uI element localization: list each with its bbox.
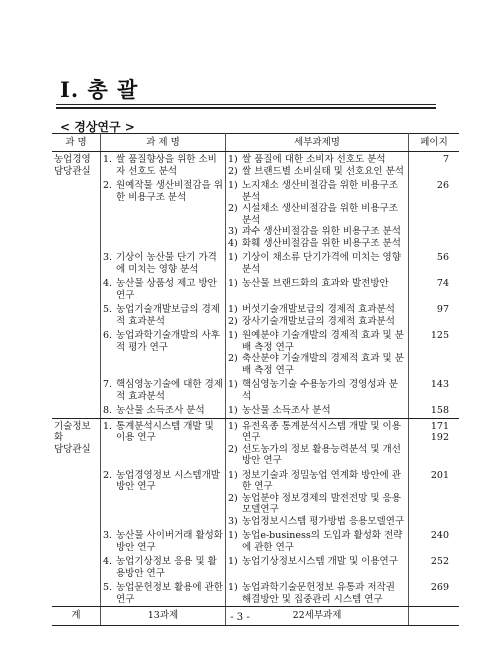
subtask-name: 농산물 브랜드화의 효과와 발전방안: [242, 278, 389, 289]
page-cell: 252: [430, 556, 449, 567]
subtask-name: 노지채소 생산비절감을 위한 비용구조 분석: [242, 180, 398, 203]
total-tasks: 13과제: [101, 607, 226, 626]
task-number: 1.: [103, 154, 113, 165]
task-number: 1.: [103, 420, 113, 432]
subtask-name: 쌀 브랜드별 소비실태 및 선호요인 분석: [242, 165, 404, 177]
task-number: 2.: [103, 180, 113, 191]
table-row: [52, 276, 459, 302]
subtask-cell: [226, 468, 409, 529]
header-task: 과 제 명: [101, 134, 226, 152]
subtask-cell: [226, 403, 409, 418]
subtask-name: 화훼 생산비절감을 위한 비용구조 분석: [242, 237, 401, 249]
subtask-number: 1): [228, 379, 238, 390]
task-number: 8.: [103, 405, 113, 416]
subtask-cell: [226, 328, 409, 377]
task-name: 통계분석시스템 개발 및 이용 연구: [116, 420, 214, 443]
subtask-number: 1): [228, 278, 238, 289]
subtask-number: 1): [228, 154, 238, 165]
subtask-number: 2): [228, 165, 238, 177]
section-title: < 경상연구 >: [60, 120, 135, 134]
subtask-number: 2): [228, 353, 238, 364]
page-cell: 74: [436, 278, 449, 289]
task-name: 기상이 농산물 단기 가격에 미치는 영향 분석: [116, 252, 217, 275]
task-cell: [101, 418, 226, 468]
subtask-cell: [226, 276, 409, 302]
subtask-cell: [226, 250, 409, 276]
subtask-name: 농산물 소득조사 분석: [242, 405, 331, 416]
subtask-name: 핵심영농기술 수용농가의 경영성과 분석: [242, 379, 398, 402]
subtask-number: 3): [228, 515, 238, 527]
task-name: 원예작물 생산비절감을 위한 비용구조 분석: [116, 180, 223, 203]
table-row: [52, 377, 459, 403]
task-number: 7.: [103, 379, 113, 390]
task-cell: [101, 276, 226, 302]
subtask-cell: [226, 528, 409, 554]
chapter-title: Ⅰ. 총 괄: [60, 77, 139, 102]
task-cell: [101, 580, 226, 607]
page-cell: 97: [436, 304, 449, 315]
task-name: 농산물 소득조사 분석: [116, 405, 205, 416]
subtask-name: 기상이 채소류 단기가격에 미치는 영향 분석: [242, 252, 401, 275]
table-row: [52, 468, 459, 529]
subtask-number: 3): [228, 226, 238, 237]
subtask-cell: [226, 178, 409, 250]
task-name: 농산물 사이버거래 활성화 방안 연구: [116, 530, 223, 553]
subtask-name: 유전육종 통계분석시스템 개발 및 이용 연구: [242, 420, 401, 443]
page-cell: 240: [430, 530, 449, 541]
subtask-name: 장사기술개발보급의 경제적 효과분석: [242, 315, 395, 327]
task-number: 5.: [103, 304, 113, 315]
subtask-number: 1): [228, 180, 238, 191]
subtask-number: 4): [228, 237, 238, 249]
subtask-name: 축산분야 기술개발의 경제적 효과 및 분배 측정 연구: [242, 353, 404, 376]
task-name: 농업문헌정보 활용에 관한 연구: [116, 582, 223, 605]
task-name: 농업과학기술개발의 사후적 평가 연구: [116, 330, 220, 353]
total-subtasks: 22세부과제: [226, 607, 409, 626]
header-page: 페이지: [409, 134, 460, 152]
task-name: 농업기상정보 응용 및 활용방안 연구: [116, 556, 217, 579]
subtask-name: 선도농가의 정보 활용능력분석 및 개선방안 연구: [242, 443, 401, 466]
dept-cell: 기술정보화 담당관실: [52, 418, 101, 607]
table-row: [52, 250, 459, 276]
task-cell: [101, 403, 226, 418]
table-row: [52, 328, 459, 377]
subtask-cell: [226, 377, 409, 403]
task-cell: [101, 152, 226, 179]
subtask-name: 농업기상정보시스템 개발 및 이용연구: [242, 556, 398, 567]
page-cell: 269: [409, 580, 460, 607]
page-cell: 56: [436, 252, 449, 263]
dept-cell: 농업경영 담당관실: [52, 152, 101, 419]
subtask-name: 농업분야 정보경제의 발전전망 및 응용모델연구: [242, 492, 401, 515]
subtask-name: 과수 생산비절감을 위한 비용구조 분석: [242, 226, 401, 237]
task-number: 5.: [103, 582, 113, 593]
subtask-number: 1): [228, 405, 238, 416]
subtask-name: 원예분야 기술개발의 경제적 효과 및 분배 측정 연구: [242, 330, 404, 353]
page-cell: 26: [436, 180, 449, 191]
page-number: - 3 -: [230, 612, 250, 623]
table-row: [52, 152, 459, 179]
header-dept: 과 명: [52, 134, 101, 152]
subtask-number: 2): [228, 443, 238, 455]
task-cell: [101, 328, 226, 377]
subtask-number: 1): [228, 556, 238, 567]
task-number: 4.: [103, 556, 113, 567]
task-name: 핵심영농기술에 대한 경제적 효과분석: [116, 379, 223, 402]
task-number: 4.: [103, 278, 113, 289]
subtask-number: 1): [228, 330, 238, 341]
table-body: [52, 152, 459, 626]
table-row: [52, 178, 459, 250]
task-cell: [101, 377, 226, 403]
subtask-number: 2): [228, 203, 238, 214]
subtask-name: 농업정보시스템 평가방법 응용모델연구: [242, 515, 405, 527]
subtask-number: 1): [228, 252, 238, 263]
page-cell: 158: [409, 403, 460, 418]
subtask-number: 1): [228, 304, 238, 315]
title-rule-thick: [56, 107, 436, 109]
page-cell: 143: [430, 379, 449, 390]
page-cell: 125: [430, 330, 449, 341]
subtask-name: 농업e-business의 도입과 활성화 전략에 관한 연구: [242, 530, 403, 553]
task-number: 3.: [103, 252, 113, 263]
table-row: [52, 580, 459, 607]
subtask-number: 2): [228, 492, 238, 504]
task-name: 쌀 품질향상을 위한 소비자 선호도 분석: [116, 154, 217, 177]
table-row: [52, 554, 459, 580]
subtask-cell: [226, 152, 409, 179]
task-name: 농업기술개발보급의 경제적 효과분석: [116, 304, 220, 327]
task-cell: [101, 250, 226, 276]
page-cell: 201: [430, 469, 449, 481]
subtask-name: 쌀 품질에 대한 소비자 선호도 분석: [242, 154, 386, 165]
task-number: 3.: [103, 530, 113, 541]
subtask-number: 2): [228, 315, 238, 327]
total-label: 계: [52, 607, 101, 626]
task-cell: [101, 302, 226, 328]
subtask-cell: [226, 418, 409, 468]
page-cell: 171 192: [430, 420, 449, 443]
header-subtask: 세부과제명: [226, 134, 409, 152]
task-name: 농산물 상품성 제고 방안연구: [116, 278, 217, 301]
subtask-number: 1): [228, 469, 238, 481]
subtask-name: 농업과학기술문헌정보 유통과 저작권 해결방안 및 집중관리 시스템 연구: [242, 582, 395, 605]
subtask-number: 1): [228, 582, 238, 593]
subtask-cell: [226, 302, 409, 328]
task-cell: [101, 178, 226, 250]
subtask-number: 1): [228, 530, 238, 541]
table-header-row: [52, 134, 459, 152]
subtask-name: 버섯기술개발보급의 경제적 효과분석: [242, 304, 395, 315]
task-cell: [101, 528, 226, 554]
task-name: 농업경영정보 시스템개발 방안 연구: [116, 469, 220, 492]
subtask-cell: [226, 580, 409, 607]
table-row: [52, 403, 459, 418]
table-row: [52, 302, 459, 328]
task-number: 2.: [103, 469, 113, 481]
page-cell: 7: [442, 154, 449, 165]
task-number: 6.: [103, 330, 113, 341]
subtask-number: 1): [228, 420, 238, 432]
title-rule: [56, 104, 436, 105]
research-table: [52, 133, 459, 626]
table-row: [52, 418, 459, 468]
subtask-name: 시설채소 생산비절감을 위한 비용구조 분석: [242, 203, 398, 226]
table-row: [52, 528, 459, 554]
subtask-name: 정보기술과 정밀농업 연계화 방안에 관한 연구: [242, 469, 401, 492]
task-cell: [101, 554, 226, 580]
task-cell: [101, 468, 226, 529]
subtask-cell: [226, 554, 409, 580]
